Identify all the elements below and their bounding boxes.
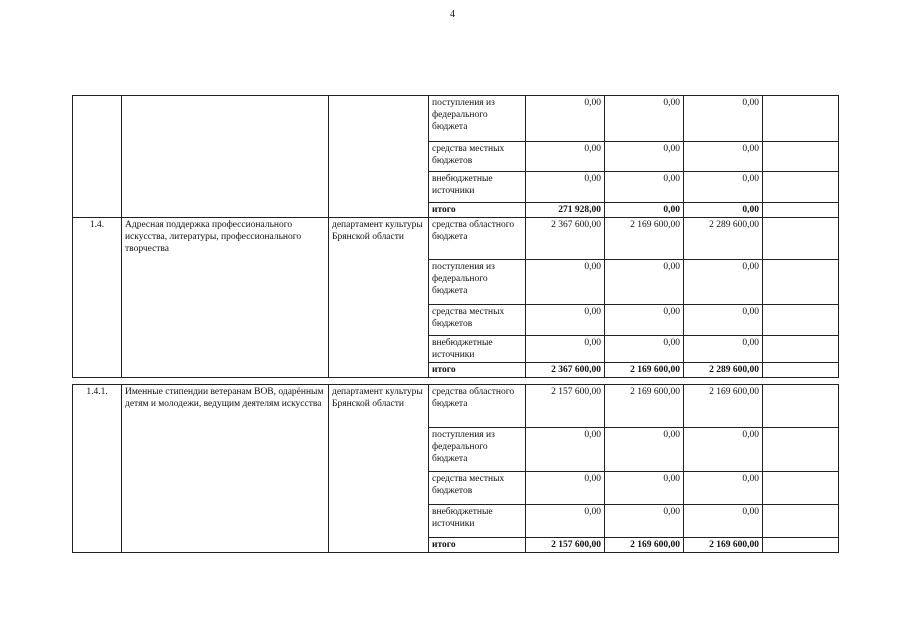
item-name: Адресная поддержка профессионального искусства, литературы, профессионального творчества <box>122 218 329 378</box>
value-cell: 0,00 <box>605 96 684 142</box>
value-cell: 0,00 <box>526 142 605 172</box>
empty-cell <box>763 505 839 538</box>
value-cell: 0,00 <box>605 305 684 336</box>
empty-cell <box>763 538 839 553</box>
value-cell: 0,00 <box>526 336 605 363</box>
value-cell: 2 169 600,00 <box>605 385 684 428</box>
item-code: 1.4. <box>73 218 122 378</box>
value-cell: 0,00 <box>605 172 684 203</box>
value-cell: 0,00 <box>605 505 684 538</box>
total-value: 0,00 <box>605 203 684 218</box>
value-cell: 2 169 600,00 <box>684 385 763 428</box>
value-cell: 2 289 600,00 <box>684 218 763 260</box>
budget-table <box>72 95 839 553</box>
empty-cell <box>763 260 839 305</box>
value-cell: 0,00 <box>526 472 605 505</box>
source-cell: средства областного бюджета <box>429 218 526 260</box>
value-cell: 0,00 <box>684 172 763 203</box>
table-row <box>73 218 839 260</box>
value-cell: 0,00 <box>605 142 684 172</box>
value-cell: 0,00 <box>605 336 684 363</box>
total-value: 0,00 <box>684 203 763 218</box>
total-value: 2 169 600,00 <box>684 538 763 553</box>
value-cell: 0,00 <box>605 428 684 472</box>
empty-cell <box>763 472 839 505</box>
value-cell: 0,00 <box>684 428 763 472</box>
value-cell: 2 169 600,00 <box>605 218 684 260</box>
spacer-row <box>73 378 839 385</box>
empty-cell <box>763 305 839 336</box>
value-cell: 0,00 <box>684 336 763 363</box>
value-cell: 0,00 <box>684 472 763 505</box>
total-value: 2 367 600,00 <box>526 363 605 378</box>
table-row <box>73 385 839 428</box>
value-cell: 0,00 <box>684 96 763 142</box>
source-cell: средства местных бюджетов <box>429 142 526 172</box>
value-cell: 0,00 <box>684 142 763 172</box>
total-value: 2 289 600,00 <box>684 363 763 378</box>
empty-cell <box>763 363 839 378</box>
item-executor: департамент культуры Брянской области <box>329 218 429 378</box>
value-cell: 2 157 600,00 <box>526 385 605 428</box>
empty-cell <box>763 203 839 218</box>
value-cell: 0,00 <box>605 472 684 505</box>
source-cell: поступления из федерального бюджета <box>429 260 526 305</box>
item-name: Именные стипендии ветеранам ВОВ, одарённым детям и молодежи, ведущим деятелям искусства <box>122 385 329 553</box>
page-number: 4 <box>450 9 455 20</box>
source-cell: внебюджетные источники <box>429 336 526 363</box>
empty-cell <box>763 336 839 363</box>
value-cell: 0,00 <box>526 305 605 336</box>
source-cell: поступления из федерального бюджета <box>429 428 526 472</box>
total-label: итого <box>429 203 526 218</box>
source-cell: средства областного бюджета <box>429 385 526 428</box>
item-code: 1.4.1. <box>73 385 122 553</box>
empty-cell <box>763 428 839 472</box>
empty-cell <box>763 385 839 428</box>
total-value: 2 169 600,00 <box>605 538 684 553</box>
value-cell: 0,00 <box>684 260 763 305</box>
value-cell: 0,00 <box>526 505 605 538</box>
value-cell: 0,00 <box>684 305 763 336</box>
total-value: 271 928,00 <box>526 203 605 218</box>
value-cell: 0,00 <box>526 428 605 472</box>
value-cell: 0,00 <box>526 260 605 305</box>
value-cell: 0,00 <box>684 505 763 538</box>
empty-cell <box>763 218 839 260</box>
item-executor: департамент культуры Брянской области <box>329 385 429 553</box>
empty-cell <box>763 96 839 142</box>
empty-cell <box>763 172 839 203</box>
value-cell: 0,00 <box>605 260 684 305</box>
name-cell <box>122 96 329 218</box>
total-label: итого <box>429 538 526 553</box>
total-value: 2 157 600,00 <box>526 538 605 553</box>
value-cell: 0,00 <box>526 172 605 203</box>
value-cell: 2 367 600,00 <box>526 218 605 260</box>
code-cell <box>73 96 122 218</box>
total-value: 2 169 600,00 <box>605 363 684 378</box>
source-cell: внебюджетные источники <box>429 172 526 203</box>
table-row <box>73 96 839 142</box>
value-cell: 0,00 <box>526 96 605 142</box>
source-cell: поступления из федерального бюджета <box>429 96 526 142</box>
executor-cell <box>329 96 429 218</box>
empty-cell <box>763 142 839 172</box>
source-cell: средства местных бюджетов <box>429 472 526 505</box>
total-label: итого <box>429 363 526 378</box>
source-cell: средства местных бюджетов <box>429 305 526 336</box>
source-cell: внебюджетные источники <box>429 505 526 538</box>
